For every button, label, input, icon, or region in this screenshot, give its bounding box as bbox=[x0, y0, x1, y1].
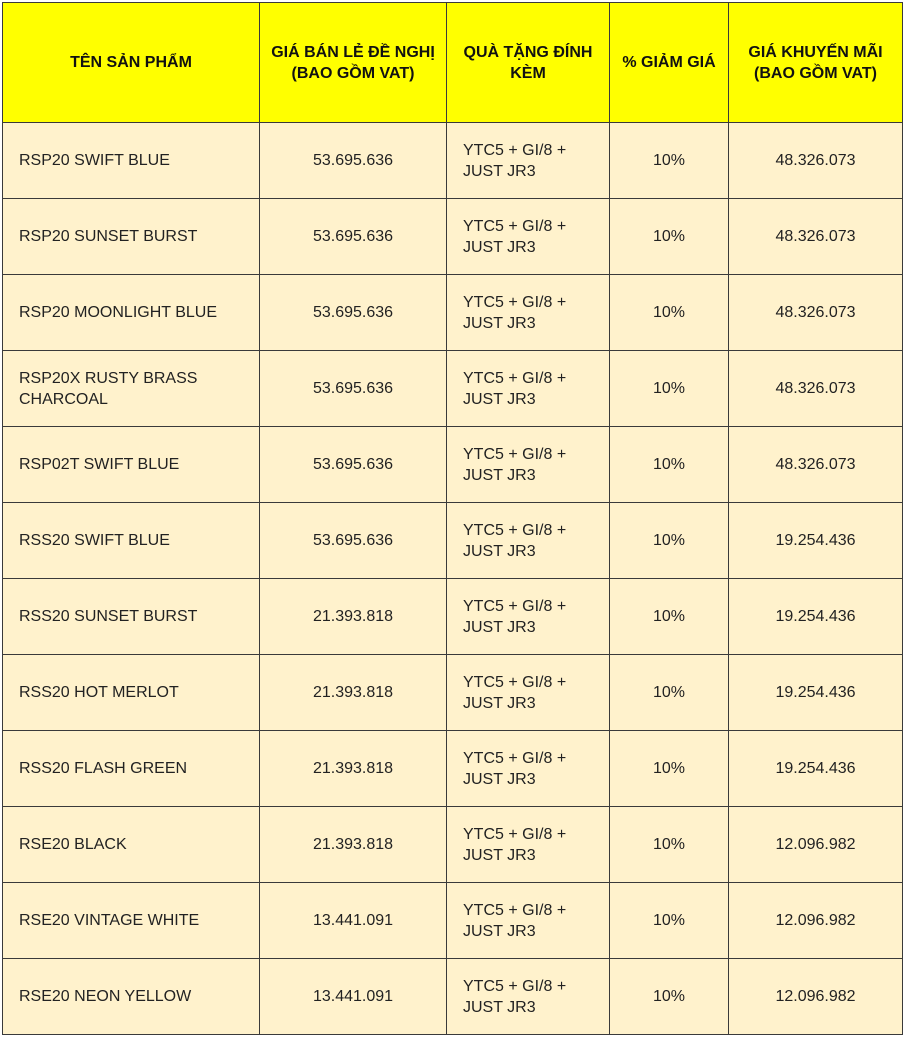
product-name-cell: RSE20 BLACK bbox=[3, 807, 260, 883]
header-promo-price bbox=[729, 3, 903, 123]
promo-price-cell: 48.326.073 bbox=[729, 351, 903, 427]
retail-price-cell: 53.695.636 bbox=[260, 123, 447, 199]
gift-cell: YTC5 + GI/8 + JUST JR3 bbox=[447, 883, 610, 959]
table-row bbox=[3, 579, 903, 655]
promo-price-cell: 19.254.436 bbox=[729, 655, 903, 731]
promo-price-cell: 19.254.436 bbox=[729, 503, 903, 579]
discount-cell: 10% bbox=[610, 427, 729, 503]
discount-cell: 10% bbox=[610, 351, 729, 427]
table-row bbox=[3, 731, 903, 807]
discount-cell: 10% bbox=[610, 199, 729, 275]
table-row bbox=[3, 883, 903, 959]
retail-price-cell: 53.695.636 bbox=[260, 199, 447, 275]
product-name-cell: RSS20 FLASH GREEN bbox=[3, 731, 260, 807]
retail-price-cell: 53.695.636 bbox=[260, 351, 447, 427]
retail-price-cell: 53.695.636 bbox=[260, 427, 447, 503]
retail-price-cell: 21.393.818 bbox=[260, 655, 447, 731]
product-name-cell: RSS20 SWIFT BLUE bbox=[3, 503, 260, 579]
table-row bbox=[3, 123, 903, 199]
product-name-cell: RSP02T SWIFT BLUE bbox=[3, 427, 260, 503]
discount-cell: 10% bbox=[610, 503, 729, 579]
table-row bbox=[3, 427, 903, 503]
gift-cell: YTC5 + GI/8 + JUST JR3 bbox=[447, 731, 610, 807]
table-row bbox=[3, 199, 903, 275]
retail-price-cell: 53.695.636 bbox=[260, 503, 447, 579]
product-name-cell: RSS20 SUNSET BURST bbox=[3, 579, 260, 655]
header-retail-price bbox=[260, 3, 447, 123]
promo-price-cell: 19.254.436 bbox=[729, 731, 903, 807]
product-name-cell: RSP20 SWIFT BLUE bbox=[3, 123, 260, 199]
promo-price-cell: 12.096.982 bbox=[729, 883, 903, 959]
retail-price-cell: 21.393.818 bbox=[260, 579, 447, 655]
table-row bbox=[3, 959, 903, 1035]
discount-cell: 10% bbox=[610, 655, 729, 731]
gift-cell: YTC5 + GI/8 + JUST JR3 bbox=[447, 959, 610, 1035]
promo-price-cell: 12.096.982 bbox=[729, 959, 903, 1035]
discount-cell: 10% bbox=[610, 807, 729, 883]
discount-cell: 10% bbox=[610, 731, 729, 807]
promo-price-cell: 48.326.073 bbox=[729, 123, 903, 199]
price-table bbox=[2, 2, 903, 1035]
gift-cell: YTC5 + GI/8 + JUST JR3 bbox=[447, 579, 610, 655]
product-name-cell: RSP20 SUNSET BURST bbox=[3, 199, 260, 275]
header-product-name bbox=[3, 3, 260, 123]
retail-price-cell: 53.695.636 bbox=[260, 275, 447, 351]
header-retail-price-label: GIÁ BÁN LẺ ĐỀ NGHỊ (BAO GỒM VAT) bbox=[271, 43, 435, 82]
retail-price-cell: 13.441.091 bbox=[260, 959, 447, 1035]
discount-cell: 10% bbox=[610, 123, 729, 199]
product-name-cell: RSP20 MOONLIGHT BLUE bbox=[3, 275, 260, 351]
gift-cell: YTC5 + GI/8 + JUST JR3 bbox=[447, 199, 610, 275]
promo-price-cell: 12.096.982 bbox=[729, 807, 903, 883]
promo-price-cell: 48.326.073 bbox=[729, 427, 903, 503]
gift-cell: YTC5 + GI/8 + JUST JR3 bbox=[447, 123, 610, 199]
header-discount-label: % GIẢM GIÁ bbox=[622, 54, 716, 71]
retail-price-cell: 21.393.818 bbox=[260, 807, 447, 883]
retail-price-cell: 21.393.818 bbox=[260, 731, 447, 807]
header-gift bbox=[447, 3, 610, 123]
discount-cell: 10% bbox=[610, 579, 729, 655]
gift-cell: YTC5 + GI/8 + JUST JR3 bbox=[447, 351, 610, 427]
product-name-cell: RSE20 NEON YELLOW bbox=[3, 959, 260, 1035]
product-name-cell: RSS20 HOT MERLOT bbox=[3, 655, 260, 731]
header-discount bbox=[610, 3, 729, 123]
gift-cell: YTC5 + GI/8 + JUST JR3 bbox=[447, 503, 610, 579]
table-row bbox=[3, 503, 903, 579]
promo-price-cell: 48.326.073 bbox=[729, 275, 903, 351]
product-name-cell: RSE20 VINTAGE WHITE bbox=[3, 883, 260, 959]
retail-price-cell: 13.441.091 bbox=[260, 883, 447, 959]
header-gift-label: QUÀ TẶNG ĐÍNH KÈM bbox=[463, 43, 593, 82]
gift-cell: YTC5 + GI/8 + JUST JR3 bbox=[447, 807, 610, 883]
gift-cell: YTC5 + GI/8 + JUST JR3 bbox=[447, 275, 610, 351]
header-promo-price-label: GIÁ KHUYẾN MÃI (BAO GỒM VAT) bbox=[748, 43, 883, 82]
table-row bbox=[3, 655, 903, 731]
table-row bbox=[3, 351, 903, 427]
gift-cell: YTC5 + GI/8 + JUST JR3 bbox=[447, 427, 610, 503]
gift-cell: YTC5 + GI/8 + JUST JR3 bbox=[447, 655, 610, 731]
discount-cell: 10% bbox=[610, 959, 729, 1035]
discount-cell: 10% bbox=[610, 275, 729, 351]
table-row bbox=[3, 807, 903, 883]
promo-price-cell: 19.254.436 bbox=[729, 579, 903, 655]
table-row bbox=[3, 275, 903, 351]
header-row bbox=[3, 3, 903, 123]
product-name-cell: RSP20X RUSTY BRASS CHARCOAL bbox=[3, 351, 260, 427]
header-product-name-label: TÊN SẢN PHẨM bbox=[70, 54, 192, 71]
discount-cell: 10% bbox=[610, 883, 729, 959]
promo-price-cell: 48.326.073 bbox=[729, 199, 903, 275]
